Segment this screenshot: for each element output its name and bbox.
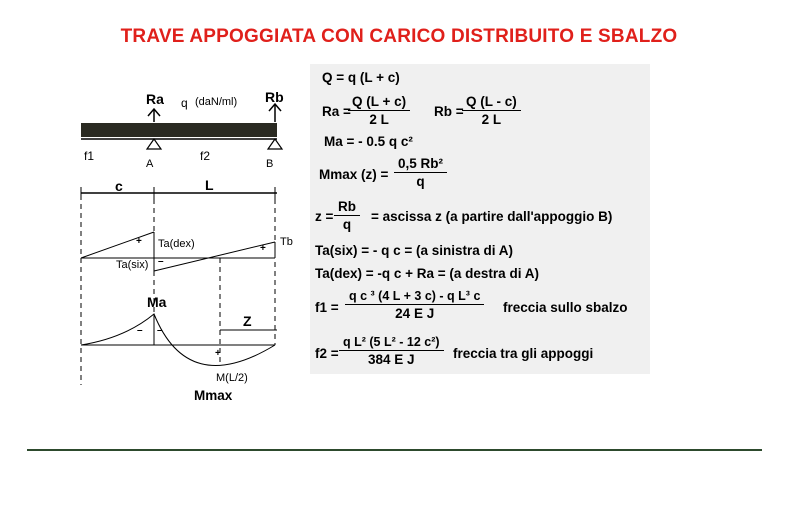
formula-ra-numerator: Q (L + c) <box>352 94 407 109</box>
formula-ta-dex: Ta(dex) = -q c + Ra = (a destra di A) <box>315 266 539 281</box>
formula-f2-text: freccia tra gli appoggi <box>453 346 594 361</box>
label-support-a: A <box>146 158 154 170</box>
formula-ra-lhs: Ra = <box>322 104 351 119</box>
formula-f2-fraction <box>341 335 442 367</box>
beam <box>81 123 277 137</box>
formula-rb-lhs: Rb = <box>434 104 464 119</box>
reaction-arrow-a <box>148 109 160 122</box>
page-title: TRAVE APPOGGIATA CON CARICO DISTRIBUITO E SBALZO <box>120 26 678 47</box>
shear-plus-left: + <box>136 236 142 247</box>
shear-plus-right: + <box>260 243 266 254</box>
label-z: Z <box>243 313 252 329</box>
formula-f2-lhs: f2 = <box>315 346 339 361</box>
formula-rb-denominator: 2 L <box>462 110 521 127</box>
formula-z-text: = ascissa z (a partire dall'appoggio B) <box>371 209 613 224</box>
formula-rb-fraction <box>464 94 519 127</box>
formula-f1-numerator: q c ³ (4 L + 3 c) - q L³ c <box>349 289 481 303</box>
formula-mmax-fraction <box>396 156 445 189</box>
label-f1: f1 <box>84 149 95 163</box>
moment-minus-left: – <box>137 325 143 336</box>
label-support-b: B <box>266 158 274 170</box>
moment-plus: + <box>215 348 221 359</box>
label-f2: f2 <box>200 149 211 163</box>
formula-rb-numerator: Q (L - c) <box>466 94 517 109</box>
formula-ma: Ma = - 0.5 q c² <box>324 134 413 149</box>
formula-f1-denominator: 24 E J <box>345 304 484 321</box>
support-a-icon <box>147 139 161 149</box>
label-ta-dex: Ta(dex) <box>158 238 195 250</box>
reaction-arrow-b <box>269 104 281 122</box>
formula-f1-text: freccia sullo sbalzo <box>503 300 628 315</box>
formula-mmax-lhs: Mmax (z) = <box>319 167 389 182</box>
formula-f1-fraction <box>347 289 482 321</box>
support-b-icon <box>268 139 282 149</box>
formula-f1-lhs: f1 = <box>315 300 339 315</box>
bottom-divider <box>27 449 762 451</box>
formula-f2-denominator: 384 E J <box>339 350 444 367</box>
label-tb: Tb <box>280 236 293 248</box>
formula-ra-denominator: 2 L <box>348 110 410 127</box>
formula-mmax-denominator: q <box>394 172 447 189</box>
label-q-units: (daN/ml) <box>195 96 238 108</box>
label-ra: Ra <box>146 91 164 107</box>
formula-z-numerator: Rb <box>338 199 356 214</box>
formula-ta-six: Ta(six) = - q c = (a sinistra di A) <box>315 243 514 258</box>
formula-f2-numerator: q L² (5 L² - 12 c²) <box>343 335 440 349</box>
formula-mmax-numerator: 0,5 Rb² <box>398 156 444 171</box>
formula-ra-fraction <box>350 94 408 127</box>
label-mmax: Mmax <box>194 388 233 403</box>
label-q: q <box>181 96 188 110</box>
label-m-half: M(L/2) <box>216 372 248 384</box>
formula-z-fraction <box>336 199 358 232</box>
formula-z-lhs: z = <box>315 209 334 224</box>
label-dim-c: c <box>115 178 123 194</box>
label-ma: Ma <box>147 294 167 310</box>
formula-z-denominator: q <box>334 215 360 232</box>
label-rb: Rb <box>265 89 284 105</box>
shear-minus: – <box>158 256 164 267</box>
formula-q-total: Q = q (L + c) <box>322 70 400 85</box>
label-ta-six: Ta(six) <box>116 259 149 271</box>
label-dim-l: L <box>205 177 214 193</box>
moment-minus-right: – <box>157 325 163 336</box>
